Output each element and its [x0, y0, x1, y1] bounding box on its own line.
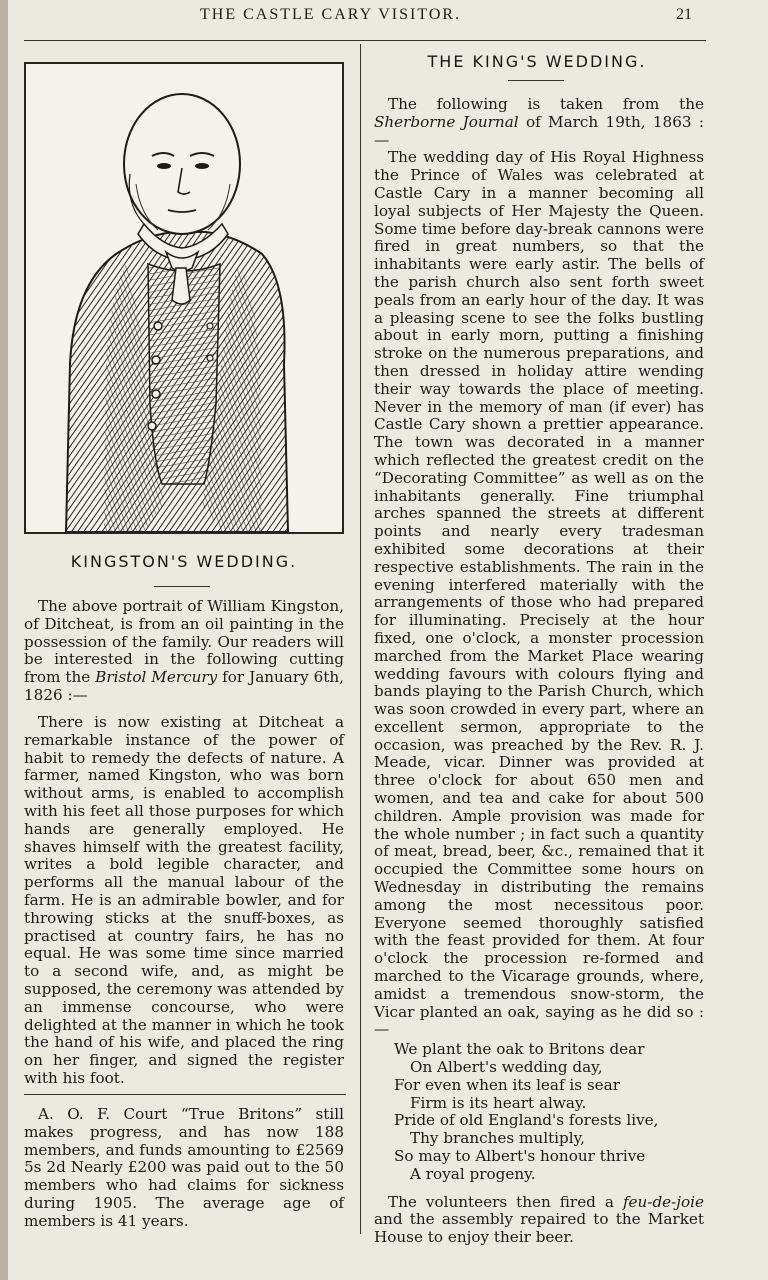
portrait-engraving [26, 64, 342, 532]
section-rule [24, 1094, 346, 1095]
intro-text: The following is taken from the [388, 95, 704, 113]
newspaper-title: Bristol Mercury [95, 668, 218, 687]
page-binding-edge [0, 0, 8, 1280]
poem-line: So may to Albert's honour thrive [394, 1147, 646, 1166]
poem-line: For even when its leaf is sear [394, 1075, 620, 1094]
poem-line: A royal progeny. [410, 1164, 536, 1183]
kingston-intro-paragraph [24, 598, 344, 705]
page-number: 21 [676, 6, 692, 23]
aof-text: A. O. F. Court “True Britons” still makes progress, and has now 188 members, and funds amounting to £2569 5s 2d Nearly £200 was paid out to the 50 members who had claims for sickness during 1905. The average age of members is 41 years. [24, 1105, 344, 1230]
kings-wedding-article [374, 96, 704, 1247]
poem-line: Pride of old England's forests live, [394, 1111, 659, 1130]
feu-de-joie-term: feu-de-joie [622, 1192, 704, 1211]
closing-text-end: and the assembly repaired to the Market House to enjoy their beer. [374, 1210, 704, 1247]
closing-text: The volunteers then fired a [388, 1192, 623, 1211]
kingstons-wedding-heading: KINGSTON'S WEDDING. [70, 552, 298, 571]
heading-rule [154, 586, 210, 587]
cutting-text: There is now existing at Ditcheat a remarkable instance of the power of habit to remedy the defects of nature. A farmer, named Kingston, who was born without arms, is enabled to accomplish with his feet all those purposes for which hands are generally employed. He shaves himself with the greatest facility, writes a bold legible character, and performs all the manual labour of the farm. He is an admirable bowler, and for throwing sticks at the snuff-boxes, as practised at country fairs, he has no equal. He was some time since married to a second wife, and, as might be supposed, the ceremony was attended by an immense concourse, who were delighted at the manner in which he took the hand of his wife, and placed the ring on her finger, and signed the register with his foot. [24, 713, 344, 1087]
poem-line: Thy branches multiply, [410, 1129, 586, 1148]
heading-rule [508, 80, 564, 81]
newspaper-title: Sherborne Journal [374, 112, 519, 131]
kingston-cutting-paragraph [24, 714, 344, 1088]
poem-line: We plant the oak to Britons dear [394, 1040, 645, 1059]
intro-date: of March 19th, 1863 :— [374, 112, 704, 149]
header-rule [24, 40, 706, 41]
aof-notice-paragraph [24, 1106, 344, 1231]
poem-line: Firm is its heart alway. [410, 1093, 587, 1112]
kingston-portrait [24, 62, 344, 534]
poem-line: On Albert's wedding day, [410, 1058, 603, 1077]
intro-date: for January 6th, 1826 :— [24, 668, 345, 704]
running-header [0, 4, 768, 26]
kings-wedding-heading: THE KING'S WEDDING. [427, 52, 647, 71]
wedding-body-text: The wedding day of His Royal Highness the Prince of Wales was celebrated at Castle Cary in a manner becoming all loyal subjects of Her Majesty the Queen. Some time before day-break cannons were fired in great numbers, so that the inhabitants were early astir. The bells of the parish church also sent forth sweet peals from an early hour of the day. It was a pleasing scene to see the folks bustling about in early morn, putting a finishing stroke on the numerous preparations, and then dressed in holiday attire wending their way towards the place of meeting. Never in the memory of man (if ever) has Castle Cary shown a prettier appearance. The town was decorated in a manner which reflected the greatest credit on the “Decorating Committee” as well as on the inhabitants generally. Fine triumphal arches spanned the streets at different points and nearly every tradesman exhibited some decorations at their respective establishments. The rain in the evening interfered materially with the arrangements of those who had prepared for illuminating. Precisely at the hour fixed, one o'clock, a monster procession marched from the Market Place wearing wedding favours with colours flying and bands playing to the Parish Church, which was soon crowded in every part, where an excellent sermon, appropriate to the occasion, was preached by the Rev. R. J. Meade, vicar. Dinner was provided at three o'clock for about 650 men and women, and tea and cake for about 500 children. Ample provision was made for the whole number ; in fact such a quantity of meat, bread, beer, &c., remained that it occupied the Committee some hours on Wednesday in distributing the remains among the most necessitous poor. Everyone seemed thoroughly satisfied with the feast provided for them. At four o'clock the procession re-formed and marched to the Vicarage grounds, where, amidst a tremendous snow-storm, the Vicar planted an oak, saying as he did so :— [374, 148, 704, 1039]
column-divider [360, 44, 361, 1234]
intro-text: The above portrait of William Kingston, of Ditcheat, is from an oil painting in the possession of the family. Our readers will be interested in the following cutting from the [24, 597, 344, 687]
oak-poem [374, 1041, 704, 1183]
publication-title: THE CASTLE CARY VISITOR. [200, 6, 462, 23]
